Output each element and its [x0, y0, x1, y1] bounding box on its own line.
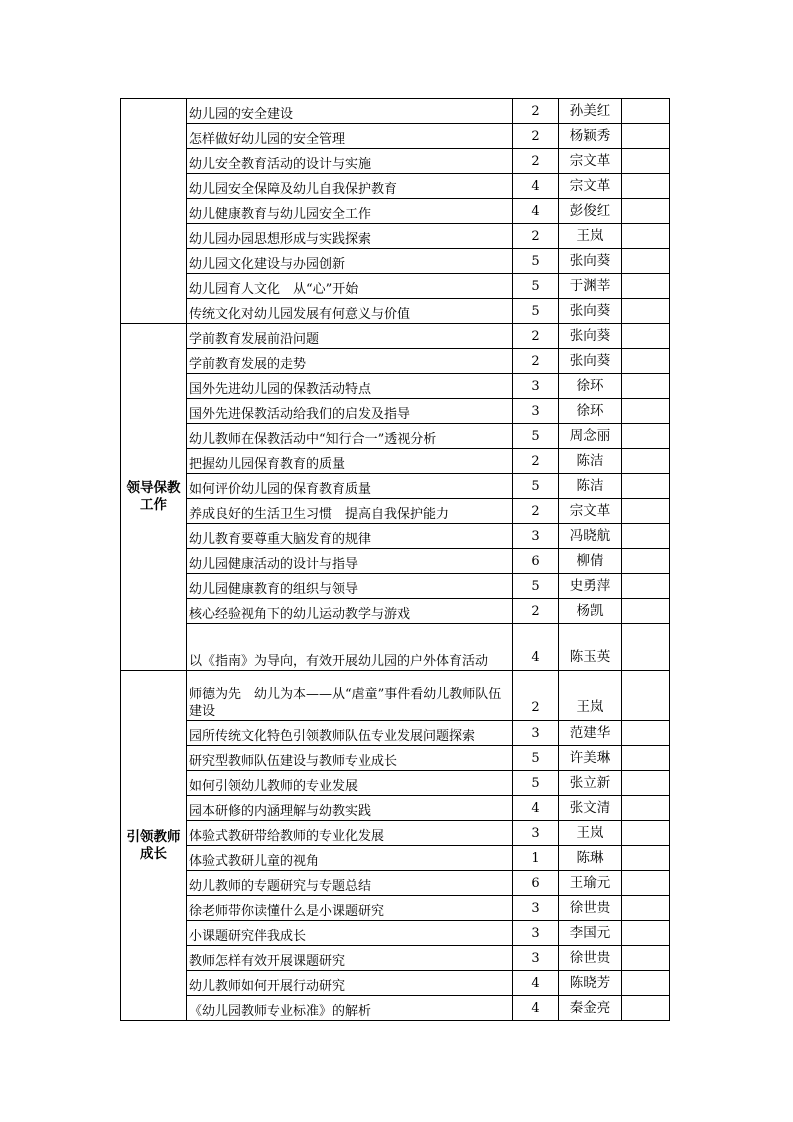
empty-cell [622, 971, 670, 996]
course-topic: 《幼儿园教师专业标准》的解析 [187, 996, 513, 1021]
empty-cell [622, 449, 670, 474]
course-topic: 国外先进幼儿园的保教活动特点 [187, 374, 513, 399]
course-table [120, 98, 670, 1021]
course-lecturer: 王岚 [559, 821, 622, 846]
course-lecturer: 徐世贵 [559, 896, 622, 921]
table-row [121, 399, 670, 424]
empty-cell [622, 624, 670, 671]
course-hours: 5 [513, 274, 559, 299]
course-hours: 2 [513, 499, 559, 524]
course-hours: 2 [513, 324, 559, 349]
course-lecturer: 李国元 [559, 921, 622, 946]
course-topic: 体验式教研儿童的视角 [187, 846, 513, 871]
table-row [121, 349, 670, 374]
course-hours: 6 [513, 871, 559, 896]
course-hours: 4 [513, 174, 559, 199]
empty-cell [622, 424, 670, 449]
course-hours: 3 [513, 821, 559, 846]
table-row [121, 99, 670, 124]
course-topic: 师德为先 幼儿为本——从“虐童”事件看幼儿教师队伍建设 [187, 671, 513, 721]
course-topic: 学前教育发展前沿问题 [187, 324, 513, 349]
empty-cell [622, 574, 670, 599]
empty-cell [622, 946, 670, 971]
course-lecturer: 宗文革 [559, 174, 622, 199]
empty-cell [622, 274, 670, 299]
table-row [121, 921, 670, 946]
empty-cell [622, 821, 670, 846]
course-topic: 养成良好的生活卫生习惯 提高自我保护能力 [187, 499, 513, 524]
table-row [121, 324, 670, 349]
course-lecturer: 张文清 [559, 796, 622, 821]
empty-cell [622, 249, 670, 274]
course-topic: 教师怎样有效开展课题研究 [187, 946, 513, 971]
empty-cell [622, 399, 670, 424]
table-row [121, 996, 670, 1021]
course-topic: 把握幼儿园保育教育的质量 [187, 449, 513, 474]
table-row [121, 299, 670, 324]
course-lecturer: 杨颖秀 [559, 124, 622, 149]
table-row [121, 224, 670, 249]
course-topic: 幼儿教师的专题研究与专题总结 [187, 871, 513, 896]
empty-cell [622, 299, 670, 324]
course-topic: 幼儿园的安全建设 [187, 99, 513, 124]
empty-cell [622, 349, 670, 374]
course-topic: 徐老师带你读懂什么是小课题研究 [187, 896, 513, 921]
course-topic: 幼儿园安全保障及幼儿自我保护教育 [187, 174, 513, 199]
table-row [121, 274, 670, 299]
table-row [121, 896, 670, 921]
empty-cell [622, 174, 670, 199]
table-row [121, 499, 670, 524]
empty-cell [622, 846, 670, 871]
course-topic: 如何评价幼儿园的保育教育质量 [187, 474, 513, 499]
course-topic: 如何引领幼儿教师的专业发展 [187, 771, 513, 796]
course-topic: 以《指南》为导向，有效开展幼儿园的户外体育活动 [187, 624, 513, 671]
course-lecturer: 陈琳 [559, 846, 622, 871]
course-hours: 2 [513, 599, 559, 624]
empty-cell [622, 921, 670, 946]
table-row [121, 624, 670, 671]
table-row [121, 149, 670, 174]
course-hours: 5 [513, 574, 559, 599]
course-hours: 2 [513, 349, 559, 374]
empty-cell [622, 149, 670, 174]
course-hours: 3 [513, 399, 559, 424]
course-lecturer: 张向葵 [559, 299, 622, 324]
empty-cell [622, 721, 670, 746]
table-row [121, 971, 670, 996]
table-row [121, 671, 670, 721]
course-topic: 幼儿安全教育活动的设计与实施 [187, 149, 513, 174]
course-topic: 幼儿教师如何开展行动研究 [187, 971, 513, 996]
course-lecturer: 秦金亮 [559, 996, 622, 1021]
course-topic: 幼儿园办园思想形成与实践探索 [187, 224, 513, 249]
course-topic: 幼儿园文化建设与办园创新 [187, 249, 513, 274]
course-topic: 小课题研究伴我成长 [187, 921, 513, 946]
category-cell: 领导保教工作 [121, 324, 187, 671]
empty-cell [622, 524, 670, 549]
table-row [121, 424, 670, 449]
course-lecturer: 张向葵 [559, 324, 622, 349]
course-topic: 国外先进保教活动给我们的启发及指导 [187, 399, 513, 424]
course-hours: 2 [513, 149, 559, 174]
category-cell: 引领教师成长 [121, 671, 187, 1021]
course-hours: 1 [513, 846, 559, 871]
course-topic: 核心经验视角下的幼儿运动教学与游戏 [187, 599, 513, 624]
course-hours: 5 [513, 474, 559, 499]
course-hours: 3 [513, 946, 559, 971]
course-lecturer: 王瑜元 [559, 871, 622, 896]
table-row [121, 746, 670, 771]
course-hours: 5 [513, 746, 559, 771]
course-lecturer: 许美琳 [559, 746, 622, 771]
table-row [121, 771, 670, 796]
table-row [121, 449, 670, 474]
course-hours: 3 [513, 896, 559, 921]
empty-cell [622, 324, 670, 349]
course-lecturer: 徐环 [559, 399, 622, 424]
table-row [121, 124, 670, 149]
course-lecturer: 于渊莘 [559, 274, 622, 299]
empty-cell [622, 549, 670, 574]
table-row [121, 549, 670, 574]
table-row [121, 821, 670, 846]
empty-cell [622, 996, 670, 1021]
course-lecturer: 周念丽 [559, 424, 622, 449]
table-row [121, 871, 670, 896]
table-row [121, 721, 670, 746]
course-topic: 学前教育发展的走势 [187, 349, 513, 374]
empty-cell [622, 374, 670, 399]
empty-cell [622, 796, 670, 821]
course-lecturer: 陈洁 [559, 474, 622, 499]
course-topic: 幼儿园健康教育的组织与领导 [187, 574, 513, 599]
course-lecturer: 王岚 [559, 671, 622, 721]
course-topic: 幼儿教育要尊重大脑发育的规律 [187, 524, 513, 549]
course-hours: 2 [513, 449, 559, 474]
course-hours: 5 [513, 424, 559, 449]
course-hours: 4 [513, 624, 559, 671]
course-topic: 幼儿园健康活动的设计与指导 [187, 549, 513, 574]
table-row [121, 846, 670, 871]
table-row [121, 374, 670, 399]
course-hours: 4 [513, 199, 559, 224]
course-hours: 3 [513, 721, 559, 746]
empty-cell [622, 599, 670, 624]
course-lecturer: 王岚 [559, 224, 622, 249]
course-topic: 怎样做好幼儿园的安全管理 [187, 124, 513, 149]
category-cell [121, 99, 187, 324]
course-table-body [121, 99, 670, 1021]
course-hours: 3 [513, 524, 559, 549]
table-row [121, 174, 670, 199]
course-lecturer: 陈洁 [559, 449, 622, 474]
course-lecturer: 陈玉英 [559, 624, 622, 671]
empty-cell [622, 224, 670, 249]
course-lecturer: 张立新 [559, 771, 622, 796]
empty-cell [622, 896, 670, 921]
table-row [121, 946, 670, 971]
course-hours: 4 [513, 796, 559, 821]
course-lecturer: 徐世贵 [559, 946, 622, 971]
table-row [121, 474, 670, 499]
course-lecturer: 史勇萍 [559, 574, 622, 599]
course-topic: 体验式教研带给教师的专业化发展 [187, 821, 513, 846]
course-topic: 幼儿健康教育与幼儿园安全工作 [187, 199, 513, 224]
course-topic: 研究型教师队伍建设与教师专业成长 [187, 746, 513, 771]
course-lecturer: 张向葵 [559, 349, 622, 374]
table-row [121, 199, 670, 224]
table-row [121, 524, 670, 549]
course-lecturer: 张向葵 [559, 249, 622, 274]
table-row [121, 574, 670, 599]
course-lecturer: 冯晓航 [559, 524, 622, 549]
table-row [121, 599, 670, 624]
empty-cell [622, 746, 670, 771]
course-lecturer: 陈晓芳 [559, 971, 622, 996]
empty-cell [622, 671, 670, 721]
course-lecturer: 徐环 [559, 374, 622, 399]
course-hours: 5 [513, 299, 559, 324]
table-row [121, 796, 670, 821]
course-lecturer: 孙美红 [559, 99, 622, 124]
empty-cell [622, 199, 670, 224]
course-lecturer: 宗文革 [559, 499, 622, 524]
course-lecturer: 杨凯 [559, 599, 622, 624]
empty-cell [622, 871, 670, 896]
empty-cell [622, 99, 670, 124]
course-lecturer: 宗文革 [559, 149, 622, 174]
course-topic: 园本研修的内涵理解与幼教实践 [187, 796, 513, 821]
course-hours: 4 [513, 996, 559, 1021]
course-topic: 传统文化对幼儿园发展有何意义与价值 [187, 299, 513, 324]
course-hours: 2 [513, 224, 559, 249]
course-hours: 2 [513, 99, 559, 124]
course-lecturer: 范建华 [559, 721, 622, 746]
course-hours: 3 [513, 921, 559, 946]
course-hours: 2 [513, 671, 559, 721]
course-hours: 6 [513, 549, 559, 574]
course-lecturer: 柳倩 [559, 549, 622, 574]
empty-cell [622, 124, 670, 149]
course-hours: 3 [513, 374, 559, 399]
course-hours: 5 [513, 249, 559, 274]
course-lecturer: 彭俊红 [559, 199, 622, 224]
empty-cell [622, 771, 670, 796]
course-hours: 5 [513, 771, 559, 796]
empty-cell [622, 474, 670, 499]
course-topic: 幼儿教师在保教活动中“知行合一”透视分析 [187, 424, 513, 449]
course-hours: 4 [513, 971, 559, 996]
course-hours: 2 [513, 124, 559, 149]
table-row [121, 249, 670, 274]
course-topic: 幼儿园育人文化 从“心”开始 [187, 274, 513, 299]
empty-cell [622, 499, 670, 524]
course-topic: 园所传统文化特色引领教师队伍专业发展问题探索 [187, 721, 513, 746]
